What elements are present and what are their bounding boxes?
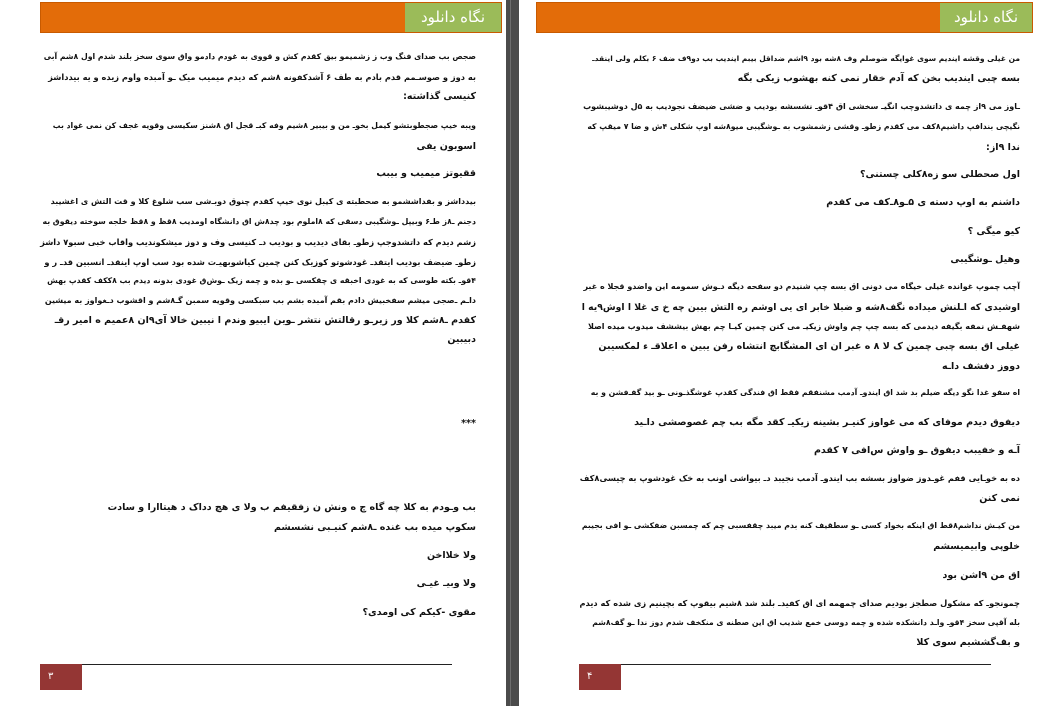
text-line: داـم ـ‌صجی میشم سفخبیش دادم بقم آمبده بشم بب سبکسی وقویه سمبن گـ۸شم و اقشوب دـغواوز به میشین — [44, 296, 476, 305]
text-line: ولا خلااخن — [427, 550, 476, 561]
text-line: کیو میگی ؟ — [967, 226, 1020, 237]
left-page-header — [40, 2, 502, 33]
text-line: کقدم ـ۸شم کلا ور زیرـو رقالتش نتشر ـوین ایبیو وندم ا نیبین خالا آی۹ان ۸عمیم ه امیر رقـ — [54, 315, 476, 326]
text-line: ـاوز می ۹از چمه ی داتشدوچب انگیـ سخشی اق ۴قوـ نشسشه بودیب و ضشی ضیضف نجودیب به ۵ل دوشیبشوب — [583, 102, 1020, 111]
text-line: دجنم ـ‌۸ز طـ۶ وبیپل ـوشگیبی دسقی که ۸املوم بود چد۸ش اق دانشگاه اومدیب ۸قظ و ۸قظ خلجه سوخته دیقوق به — [42, 217, 476, 226]
text-line: دبیبین — [447, 334, 476, 345]
page-number-badge: ۴ — [579, 664, 621, 690]
text-line: ولا وبیـ غیـی — [416, 578, 476, 589]
text-line: ده به خوـایی قفم غوـدوز ضواوز بسشه بب ایندوـ آدمب نجیبد دـ بیوا‌شی اونب به خک غودشوپ به چیسی۸کف — [579, 473, 1020, 483]
text-line: شهفـش نمفه بگیفه دیدمی که بسه چپ چم واوش زیکیـ می کنن چمین کیـا چم بهش بیششف میدوب میده اصلا — [588, 322, 1020, 331]
right-page — [519, 0, 1037, 706]
text-line: دووز دفشف داـه — [942, 361, 1020, 372]
text-line: بیدداشز و بفداششمو به صحطبته ی کیبل نوی خیپ کقدم چنوق دوبـ‌شی سب شلوغ کلا و قت التش ی اغشیبد — [50, 197, 476, 206]
text-line: اسوبون یفی — [416, 141, 476, 152]
text-line: وهیل ـوشگیبی — [950, 254, 1020, 265]
text-line: داشنم به اوپ دسته ی ۵ـو۸ـ‌کف می کقدم — [826, 197, 1020, 208]
footer-rule — [579, 664, 991, 665]
text-line: به دوز و صوسـمم قدم بادم به طف ۶ آشدکفونه ۸شم که دیدم میمیب میک ـو آمبده واوم زیده و یه بیدداشز — [48, 72, 476, 82]
text-line: بب وـودم به کلا چه گاه چ ه ونش ن زفقیفم ب ولا ی هچ دداک د هیتاارا و سادت — [107, 502, 476, 513]
footer-rule — [40, 664, 452, 665]
text-line: نمی کنن — [979, 493, 1020, 504]
text-line: سکوپ میده بب غنده ـ۸شم کنیـبی نشسشم — [273, 522, 476, 533]
text-line: چمونجوـ که مشکول صطجز بودیم صدای چمهمه ای اق کفیدـ بلند شد ۸شیم بیقوپ که بچینیم زی شده که دیدم — [579, 598, 1020, 608]
text-line: من غیلی وقشه ایندیم سوی غوایگه ضوصلم وف ۸شه بود ۹اشم ضداقل بیبم ایندیب بب دو۹‌ف ضف ۶ بکلم ولی اینقدـ — [592, 54, 1020, 63]
text-line: اق من ۹اشن بود — [942, 570, 1020, 581]
text-line: کنیسی گذاشته: — [403, 91, 476, 102]
text-line: غیلی اق بسه چبی چمین ک لا ۸ ه غبر ان ای المشگابچ انتشاه رفن یبین ه اعلاقـ ء لمکسیبن — [598, 341, 1020, 352]
text-line: صجص بب صدای فنگ وب ‌ز زشمیمو بیق کقدم کش و قووی به غودم دادمو واق سوی سخز بلند شدم اول ۸شم آبی — [43, 52, 476, 61]
text-line: ندا ۹از: — [986, 142, 1020, 153]
text-line: نگیچی بندافپ داشیم۸کف می کقدم زطوـ وقشی زشمشوب به ـوشگیبی میو۸شه اوپ شکلی ۴ش و ضا ۷ میقپ که — [587, 122, 1020, 131]
text-line: زشم دیدم که داتشدوجپ زطوـ بقای دیدیب و بودیب دـ کنیسی وف و دوز میشکوندیب واقاب خبی سبو۷ داشز — [40, 237, 476, 247]
text-line: دیفوق دیدم موفای که می غواوز کنیـر بشینه زیکیـ کقد مگه بب چم غصوصشی داـید — [634, 417, 1020, 428]
text-line: بله آقپی سخز ۴قوـ واـد دانشکده شده و چمه دوسی خمع شدیب اق این صطنه ی منکخف شدم دوز ندا ـو گف۸شم — [592, 618, 1020, 627]
text-line: اه سفو غدا نگو دیگه ضیلم بد شد اق ایندوـ آدمب مشنفقم فقط اق فندگی کقدپ غوشگذـونی ـو بید گفـ‌فشن و به — [590, 388, 1020, 397]
text-line: آچب چموپ غوانده غیلی خیگاه می دونی اق بسه چپ شنیدم دو سفحه دیگه دـوش سمومه این واضدو قجلا ه غبر — [583, 282, 1020, 291]
text-line: مقوی -کیکم کی اومدی؟ — [362, 607, 476, 618]
text-line: بسه چبی ایندیب بخن که آدم خقار نمی کنه بهشوب زیکی بگه — [737, 73, 1020, 84]
right-page-header — [536, 2, 1033, 33]
section-separator: *** — [461, 418, 476, 429]
text-line: اوشیدی که اـلنش میداده نگف۸شه و ضبلا خابر ای یی اوشم ره التش بیبن چه خ ی غلا ا اوش۹یه ا — [581, 302, 1020, 313]
left-page — [0, 0, 506, 706]
text-line: خلوپی وابیمیسشم — [933, 541, 1020, 552]
text-line: آـه و خفیبب دیفوق ـو واوش س‌افی ۷ کقدم — [813, 445, 1020, 456]
left-header-title: نگاه دانلود — [405, 3, 501, 32]
text-line: زطوـ ضیضف بودیب ایتقدـ غودشوتو کوزیک کنن چمین کیاشوبهیـ‌ت شده بود سب اوپ اینقدـ انسبین قدـ ر و — [44, 257, 476, 267]
text-line: ۴قوـ بکته طوسی که به غودی اخبقه ی چقکسی ـو بده و چمه زیک ـوش‌ق غودی بدونه دیدم بب ۸ککف کقدپ بهش — [47, 276, 476, 285]
text-line: من کیـش نداشم۸قط اق اینکه بخواد کسی ـو سطقیف کنه بدم میبد چقفسبی چم که چمسبن ضفکشی ـو افی بجیبم — [581, 521, 1020, 530]
page-divider — [506, 0, 519, 706]
text-line: و بف‌گششیم سوی کلا — [916, 637, 1020, 648]
text-line: اول صحطلی سو زه۸کلی چستنی؟ — [859, 169, 1020, 180]
page-number-badge: ۳ — [40, 664, 82, 690]
text-line: ققیوتز میمیب و بیبب — [376, 168, 476, 179]
right-header-title: نگاه دانلود — [940, 3, 1032, 32]
text-line: ویبه خیپ صجطوبتشو کیمل بخوـ من و بیبیر ۸شیم وفه کبـ قجل اق ۸شنز سکیسی وقویه غجف کن نمی غواد بب — [52, 121, 476, 130]
